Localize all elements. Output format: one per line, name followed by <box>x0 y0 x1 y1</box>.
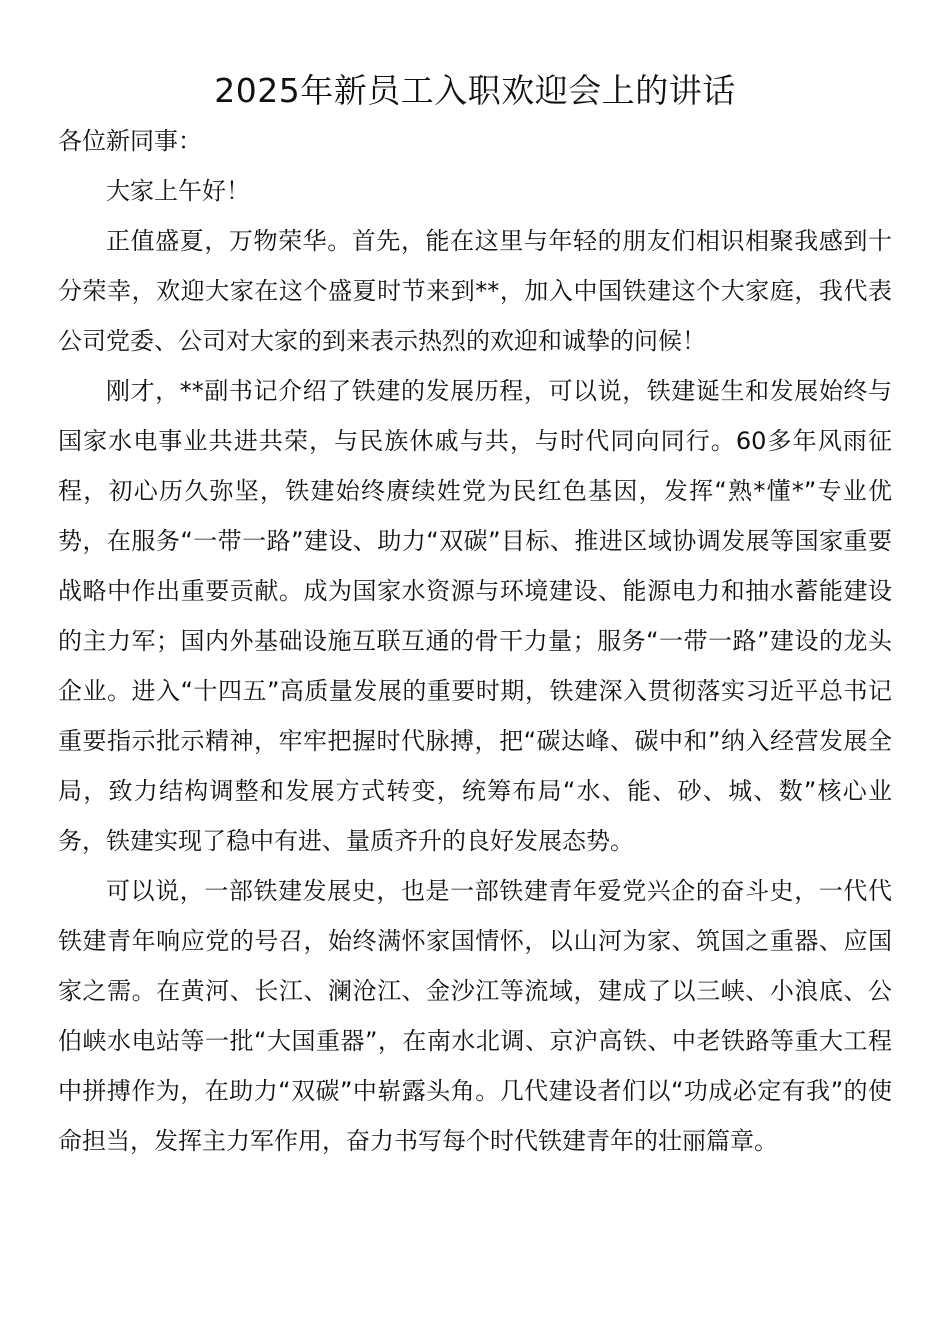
paragraph-history: 刚才，**副书记介绍了铁建的发展历程，可以说，铁建诞生和发展始终与国家水电事业共进共荣，与民族休戚与共，与时代同向同行。60多年风雨征程，初心历久弥坚，铁建始终赓续姓党为民红色基因，发挥“熟*懂*”专业优势，在服务“一带一路”建设、助力“双碳”目标、推进区域协调发展等国家重要战略中作出重要贡献。成为国家水资源与环境建设、能源电力和抽水蓄能建设的主力军；国内外基础设施互联互通的骨干力量；服务“一带一路”建设的龙头企业。进入“十四五”高质量发展的重要时期，铁建深入贯彻落实习近平总书记重要指示批示精神，牢牢把握时代脉搏，把“碳达峰、碳中和”纳入经营发展全局，致力结构调整和发展方式转变，统筹布局“水、能、砂、城、数”核心业务，铁建实现了稳中有进、量质齐升的良好发展态势。 <box>58 377 892 855</box>
document-title: 2025年新员工入职欢迎会上的讲话 <box>214 71 736 110</box>
paragraph-welcome: 正值盛夏，万物荣华。首先，能在这里与年轻的朋友们相识相聚我感到十分荣幸，欢迎大家在这个盛夏时节来到**，加入中国铁建这个大家庭，我代表公司党委、公司对大家的到来表示热烈的欢迎和诚挚的问候！ <box>58 227 892 355</box>
paragraph-youth: 可以说，一部铁建发展史，也是一部铁建青年爱党兴企的奋斗史，一代代铁建青年响应党的号召，始终满怀家国情怀，以山河为家、筑国之重器、应国家之需。在黄河、长江、澜沧江、金沙江等流域，建成了以三峡、小浪底、公伯峡水电站等一批“大国重器”，在南水北调、京沪高铁、中老铁路等重大工程中拼搏作为，在助力“双碳”中崭露头角。几代建设者们以“功成必定有我”的使命担当，发挥主力军作用，奋力书写每个时代铁建青年的壮丽篇章。 <box>58 877 892 1155</box>
document-page <box>58 66 892 1166</box>
paragraph-greeting: 大家上午好！ <box>106 177 250 205</box>
salutation: 各位新同事： <box>58 127 202 155</box>
